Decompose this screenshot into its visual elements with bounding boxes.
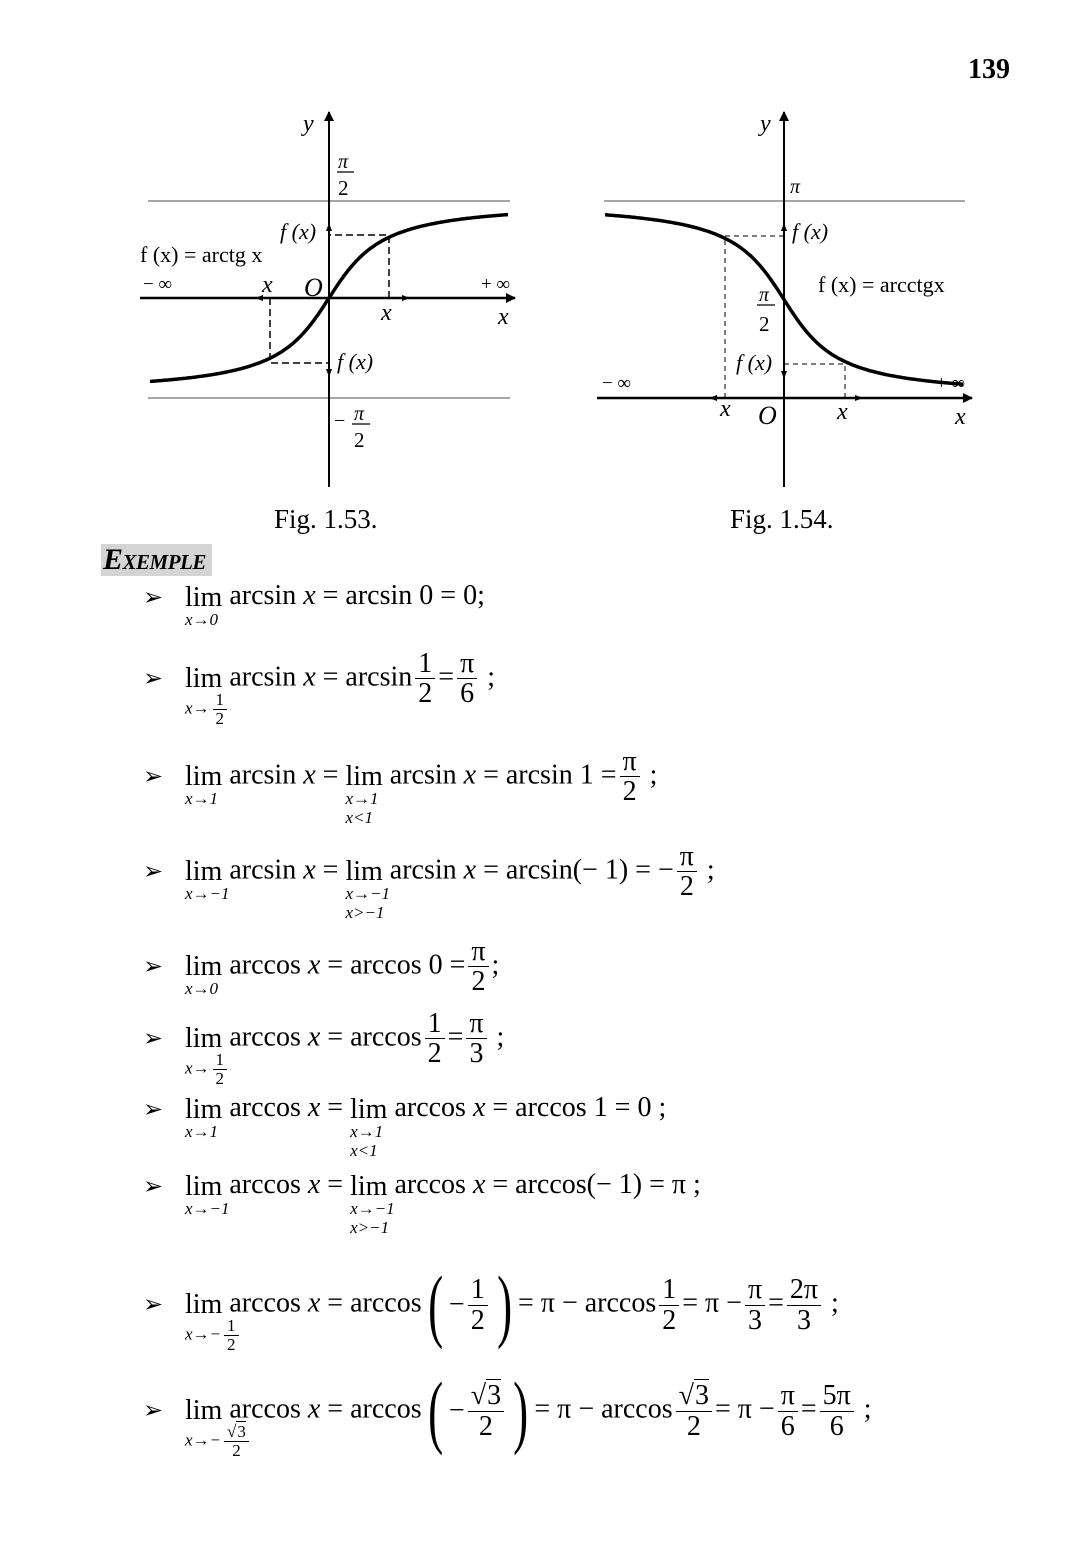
- fraction-denominator: 2: [215, 708, 225, 728]
- math-text: = arcsin(− 1) = −: [476, 854, 674, 886]
- math-text: = arcsin: [315, 661, 413, 693]
- fraction: [468, 937, 488, 997]
- fraction: [820, 1381, 854, 1441]
- lim-label: lim: [345, 760, 383, 792]
- lim-label: lim: [350, 1170, 388, 1202]
- limit-operator: [345, 854, 390, 922]
- svg-text:f (x): f (x): [792, 219, 829, 244]
- page-number: 139: [968, 54, 1010, 85]
- math-text: ;: [480, 661, 496, 693]
- limit-condition-text: x→−: [185, 1430, 222, 1450]
- bullet-arrow-icon: ➢: [143, 1398, 164, 1424]
- math-variable: x: [303, 580, 316, 611]
- limit-operator: [185, 1092, 223, 1141]
- fraction: [224, 1423, 249, 1460]
- math-text: = arcsin 0 = 0;: [315, 580, 485, 611]
- svg-text:f (x): f (x): [280, 219, 317, 244]
- limit-condition-text: x→0: [185, 978, 219, 998]
- math-text: ;: [642, 759, 658, 791]
- fraction-denominator: 3: [796, 1304, 811, 1336]
- fraction-numerator: 1: [468, 1275, 488, 1305]
- svg-text:f (x) = arcctgx: f (x) = arcctgx: [818, 272, 945, 297]
- math-text: ;: [491, 949, 500, 981]
- limit-operator: [185, 854, 230, 903]
- limit-condition: [185, 1199, 230, 1218]
- limit-subscript: [185, 1423, 252, 1460]
- formula-item: [143, 1167, 701, 1237]
- limit-operator: [345, 759, 383, 827]
- limit-subscript: [185, 884, 230, 903]
- svg-text:− ∞: − ∞: [602, 373, 632, 394]
- math-text: = arccos 1 = 0 ;: [485, 1092, 667, 1123]
- limit-condition-text: x<1: [345, 807, 373, 827]
- fraction: [213, 691, 228, 728]
- math-variable: x: [307, 1092, 321, 1123]
- fraction-numerator: π: [457, 649, 477, 679]
- lim-label: lim: [185, 581, 223, 613]
- fraction-numerator: π: [677, 842, 697, 872]
- fraction-numerator: 1: [425, 1009, 445, 1039]
- svg-text:x: x: [381, 300, 392, 326]
- limit-condition-text: x→1: [185, 1121, 219, 1141]
- parenthesized-group: [422, 1365, 535, 1456]
- limit-condition: [185, 1122, 218, 1141]
- math-text: ;: [824, 1287, 839, 1319]
- svg-text:π: π: [759, 284, 770, 306]
- limit-operator: [185, 759, 223, 808]
- formula-item: [143, 1259, 839, 1354]
- svg-text:x: x: [955, 404, 966, 430]
- fraction: [620, 747, 640, 807]
- svg-text:O: O: [304, 273, 323, 302]
- math-text: = arccos(− 1) = π ;: [485, 1169, 701, 1200]
- fraction: [468, 1275, 488, 1335]
- sqrt-sign: √: [227, 1422, 237, 1441]
- limit-condition: [185, 610, 218, 629]
- fraction-numerator: 1: [213, 691, 228, 710]
- limit-condition: [185, 1317, 242, 1354]
- fraction-numerator: π: [620, 747, 640, 777]
- limit-condition: [350, 1218, 395, 1237]
- limit-subscript: [185, 1317, 242, 1354]
- fraction-denominator: 2: [418, 678, 433, 710]
- math-text: =: [447, 1021, 464, 1053]
- bullet-arrow-icon: ➢: [143, 1173, 164, 1200]
- right-paren: ): [496, 1259, 512, 1350]
- fraction-denominator: 2: [622, 776, 637, 808]
- limit-condition: [350, 1122, 383, 1141]
- limit-subscript: [185, 979, 218, 998]
- math-variable: x: [472, 1092, 486, 1123]
- fraction-denominator: 2: [215, 1068, 225, 1088]
- limit-subscript: [350, 1122, 383, 1160]
- fraction: [787, 1275, 821, 1335]
- fraction-numerator: π: [466, 1009, 486, 1039]
- math-text: arcsin: [222, 854, 304, 886]
- dashed-guide: [329, 235, 389, 298]
- math-text: ;: [489, 1021, 505, 1053]
- svg-text:f (x) = arctg x: f (x) = arctg x: [140, 242, 263, 267]
- lim-label: lim: [185, 950, 223, 982]
- limit-condition-text: x→−1: [185, 883, 230, 903]
- limit-condition: [345, 789, 378, 808]
- limit-condition-text: x>−1: [345, 902, 385, 922]
- math-text: = arccos: [320, 1393, 422, 1425]
- math-variable: x: [307, 949, 321, 981]
- figure-caption: Fig. 1.53.: [274, 504, 378, 534]
- svg-text:π: π: [338, 151, 349, 173]
- formula-item: [143, 841, 715, 922]
- limit-condition: [185, 789, 218, 808]
- limit-condition: [350, 1141, 383, 1160]
- formula-item: [143, 648, 496, 728]
- fraction: [466, 1009, 486, 1069]
- sqrt-radicand: 3: [487, 1380, 502, 1412]
- section-title: Exemple: [101, 544, 212, 576]
- formula-item: [143, 578, 485, 629]
- bullet-arrow-icon: ➢: [143, 763, 164, 790]
- right-paren: ): [513, 1365, 529, 1456]
- fraction-numerator: π: [468, 937, 488, 967]
- fraction: [224, 1317, 239, 1354]
- fraction: [457, 649, 477, 709]
- lim-label: lim: [185, 760, 223, 792]
- fraction-denominator: 6: [460, 678, 475, 710]
- svg-text:− ∞: − ∞: [143, 274, 173, 295]
- bullet-arrow-icon: ➢: [143, 1292, 164, 1318]
- math-variable: x: [307, 1393, 321, 1425]
- limit-operator: [185, 1021, 225, 1088]
- limit-subscript: [185, 789, 218, 808]
- fraction-numerator: [468, 1381, 504, 1411]
- svg-text:y: y: [760, 111, 771, 137]
- lim-label: lim: [185, 1093, 223, 1125]
- math-variable: x: [303, 759, 316, 791]
- math-text: arccos: [222, 1169, 308, 1200]
- math-text: arccos: [222, 1021, 308, 1053]
- svg-text:O: O: [758, 401, 777, 430]
- math-text: =: [438, 661, 455, 693]
- math-text: =: [320, 1169, 351, 1200]
- figure-caption: Fig. 1.54.: [730, 504, 834, 534]
- limit-condition-text: x→: [185, 698, 210, 718]
- fraction-numerator: 1: [659, 1275, 679, 1305]
- math-text: −: [448, 1289, 465, 1320]
- limit-subscript: [350, 1199, 395, 1237]
- limit-condition: [185, 691, 230, 728]
- limit-operator: [185, 580, 223, 629]
- sqrt-sign: √: [470, 1380, 487, 1412]
- math-variable: x: [307, 1169, 321, 1200]
- math-variable: x: [463, 854, 477, 886]
- math-text: −: [448, 1395, 465, 1426]
- limit-condition-text: x→: [185, 1058, 210, 1078]
- svg-text:x: x: [720, 396, 731, 422]
- limit-condition-text: x→−: [185, 1324, 222, 1344]
- svg-text:2: 2: [759, 312, 770, 336]
- math-text: arccos: [222, 1393, 308, 1425]
- limit-subscript: [185, 610, 218, 629]
- math-text: arcsin: [382, 759, 464, 791]
- math-text: arccos: [222, 1092, 308, 1123]
- fraction-denominator: 6: [780, 1410, 795, 1442]
- fraction-numerator: 1: [213, 1051, 228, 1070]
- formula-item: [143, 1008, 505, 1088]
- svg-text:2: 2: [338, 176, 349, 200]
- fraction-numerator: π: [778, 1381, 798, 1411]
- math-variable: x: [472, 1169, 486, 1200]
- limit-operator: [185, 949, 223, 998]
- left-paren: (: [427, 1365, 443, 1456]
- bullet-arrow-icon: ➢: [143, 1025, 164, 1052]
- math-text: arcsin: [222, 580, 304, 611]
- math-text: = π −: [715, 1393, 775, 1425]
- math-text: =: [315, 759, 346, 791]
- left-paren: (: [427, 1259, 443, 1350]
- limit-condition: [185, 1423, 252, 1460]
- parenthesized-group: [422, 1259, 518, 1350]
- limit-condition: [345, 903, 390, 922]
- math-text: =: [800, 1393, 817, 1425]
- fraction: [659, 1275, 679, 1335]
- math-text: = arccos: [320, 1021, 422, 1053]
- fraction-denominator: 2: [662, 1304, 677, 1336]
- math-text: ;: [699, 854, 715, 886]
- lim-label: lim: [345, 855, 383, 887]
- limit-condition: [185, 884, 230, 903]
- math-text: arcsin: [222, 759, 304, 791]
- fraction-denominator: 3: [469, 1038, 484, 1070]
- limit-operator: [185, 661, 225, 728]
- math-text: arcsin: [222, 661, 304, 693]
- fraction-numerator: [676, 1381, 712, 1411]
- limit-condition: [350, 1199, 395, 1218]
- fraction: [676, 1381, 712, 1441]
- svg-text:+ ∞: + ∞: [481, 274, 511, 295]
- svg-text:x: x: [837, 399, 848, 425]
- svg-text:f (x): f (x): [337, 349, 374, 374]
- fraction-denominator: 2: [471, 966, 486, 998]
- fraction: [677, 842, 697, 902]
- limit-operator: [185, 1393, 246, 1460]
- math-text: = π − arccos: [518, 1287, 657, 1319]
- svg-text:x: x: [262, 272, 273, 298]
- limit-condition-text: x→1: [345, 788, 379, 808]
- svg-text:x: x: [498, 304, 509, 330]
- math-text: = arccos 0 =: [320, 949, 466, 981]
- fraction-numerator: 2π: [787, 1275, 821, 1305]
- limit-condition: [185, 1051, 230, 1088]
- limit-condition-text: x→−1: [185, 1198, 230, 1218]
- math-variable: x: [303, 661, 316, 693]
- figures-svg: [0, 0, 1080, 500]
- math-text: = π − arccos: [534, 1393, 673, 1425]
- fraction-numerator: [224, 1423, 249, 1442]
- fraction-denominator: 2: [427, 1038, 442, 1070]
- math-variable: x: [303, 854, 316, 886]
- fraction-denominator: 2: [227, 1334, 236, 1354]
- limit-condition-text: x→0: [185, 609, 219, 629]
- fraction-numerator: 1: [224, 1317, 239, 1336]
- math-text: =: [320, 1092, 351, 1123]
- math-variable: x: [307, 1287, 321, 1319]
- limit-condition: [345, 884, 390, 903]
- svg-text:y: y: [303, 111, 314, 137]
- math-text: arccos: [387, 1092, 473, 1123]
- limit-operator: [350, 1092, 388, 1160]
- svg-text:+ ∞: + ∞: [936, 373, 966, 394]
- formula-item: [143, 1365, 872, 1460]
- math-text: arccos: [222, 949, 308, 981]
- limit-operator: [185, 1287, 236, 1354]
- sqrt-radicand: 3: [695, 1380, 709, 1412]
- bullet-arrow-icon: ➢: [143, 1096, 164, 1123]
- formula-item: [143, 746, 658, 827]
- limit-subscript: [185, 1051, 230, 1088]
- math-text: = arcsin 1 =: [476, 759, 617, 791]
- lim-label: lim: [350, 1093, 388, 1125]
- lim-label: lim: [185, 1022, 223, 1054]
- math-variable: x: [463, 759, 477, 791]
- math-text: = arccos: [320, 1287, 422, 1319]
- fraction: [745, 1275, 765, 1335]
- math-text: =: [315, 854, 346, 886]
- formula-item: [143, 937, 499, 997]
- limit-subscript: [185, 691, 230, 728]
- figure-arcctg: [597, 111, 972, 487]
- limit-condition-text: x>−1: [350, 1217, 390, 1237]
- fraction-denominator: 2: [232, 1440, 241, 1460]
- fraction: [415, 649, 435, 709]
- svg-text:2: 2: [354, 428, 365, 452]
- dashed-guide: [784, 364, 845, 398]
- math-text: = π −: [682, 1287, 742, 1319]
- svg-text:f (x): f (x): [736, 350, 773, 375]
- math-text: arccos: [222, 1287, 308, 1319]
- sqrt-radicand: 3: [237, 1422, 246, 1441]
- sqrt-sign: √: [678, 1380, 694, 1412]
- svg-text:−: −: [334, 410, 346, 432]
- fraction-numerator: π: [745, 1275, 765, 1305]
- lim-label: lim: [185, 1289, 223, 1320]
- limit-condition: [345, 808, 378, 827]
- fraction: [778, 1381, 798, 1441]
- limit-condition-text: x→−1: [345, 883, 390, 903]
- fraction-denominator: 2: [679, 871, 694, 903]
- fraction: [425, 1009, 445, 1069]
- limit-condition-text: x<1: [350, 1140, 378, 1160]
- math-variable: x: [307, 1021, 321, 1053]
- limit-condition-text: x→−1: [350, 1198, 395, 1218]
- fraction-denominator: 2: [686, 1410, 701, 1442]
- limit-subscript: [345, 884, 390, 922]
- fraction-numerator: 1: [415, 649, 435, 679]
- fraction-numerator: 5π: [820, 1381, 854, 1411]
- formula-item: [143, 1090, 667, 1160]
- math-text: arccos: [387, 1169, 473, 1200]
- fraction: [213, 1051, 228, 1088]
- limit-subscript: [185, 1199, 230, 1218]
- limit-operator: [350, 1169, 395, 1237]
- svg-text:π: π: [790, 176, 801, 198]
- limit-condition: [185, 979, 218, 998]
- math-text: =: [768, 1287, 784, 1319]
- fraction-denominator: 2: [470, 1304, 485, 1336]
- lim-label: lim: [185, 1170, 223, 1202]
- limit-subscript: [185, 1122, 218, 1141]
- bullet-arrow-icon: ➢: [143, 584, 164, 611]
- fraction-denominator: 2: [478, 1410, 493, 1442]
- bullet-arrow-icon: ➢: [143, 953, 164, 980]
- limit-operator: [185, 1169, 230, 1218]
- limit-condition-text: x→1: [350, 1121, 384, 1141]
- fraction: [468, 1381, 504, 1441]
- fraction-denominator: 6: [829, 1410, 844, 1442]
- lim-label: lim: [185, 1395, 223, 1426]
- svg-text:π: π: [354, 403, 365, 425]
- lim-label: lim: [185, 662, 223, 694]
- figure-arctg: [140, 111, 515, 487]
- lim-label: lim: [185, 855, 223, 887]
- limit-subscript: [345, 789, 378, 827]
- bullet-arrow-icon: ➢: [143, 858, 164, 885]
- bullet-arrow-icon: ➢: [143, 665, 164, 692]
- fraction-denominator: 3: [748, 1304, 763, 1336]
- math-text: arcsin: [382, 854, 464, 886]
- limit-condition-text: x→1: [185, 788, 219, 808]
- math-text: ;: [856, 1393, 872, 1425]
